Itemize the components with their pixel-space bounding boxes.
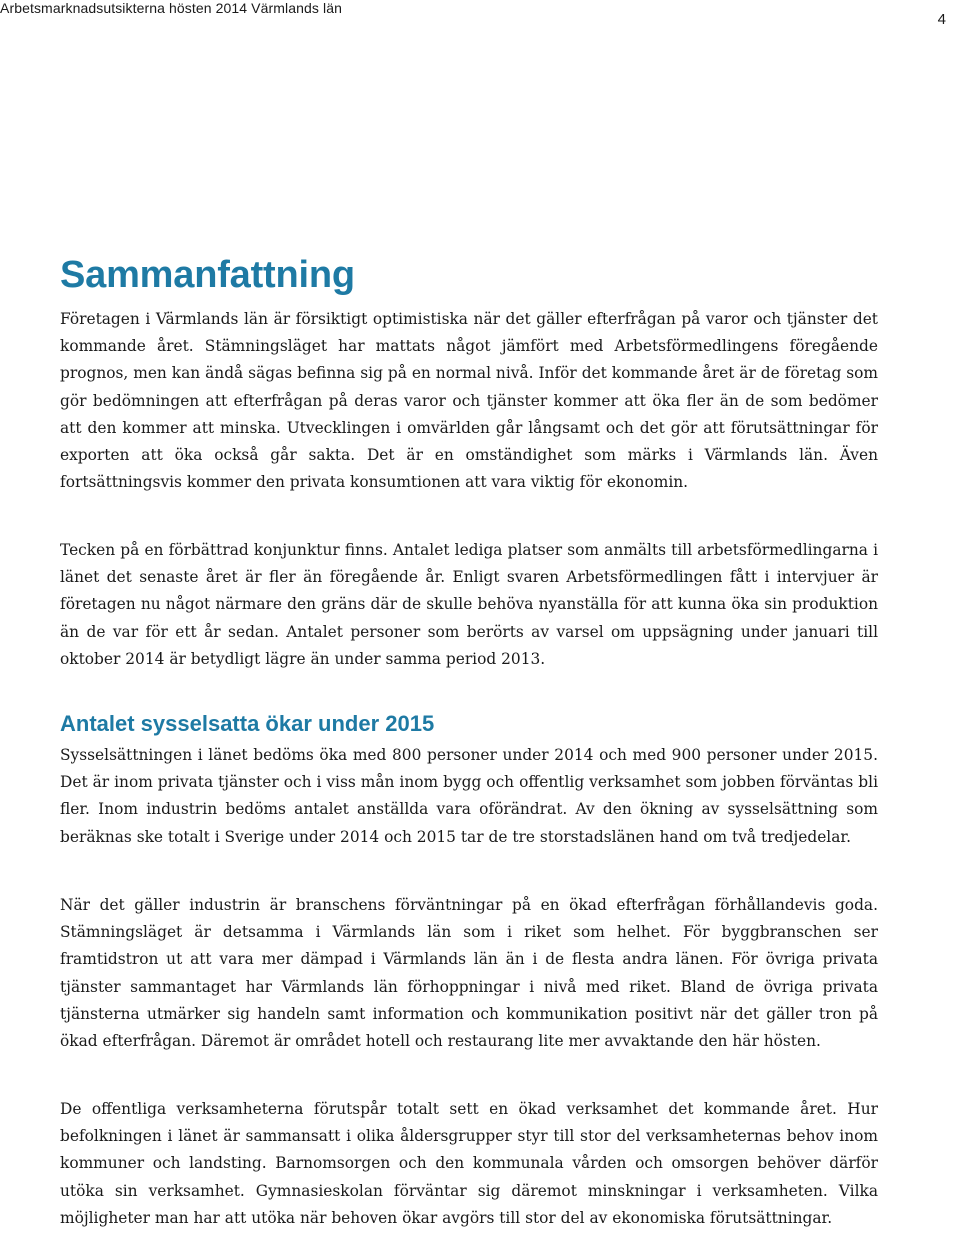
paragraph: De offentliga verksamheterna förutspår totalt sett en ökad verksamhet det kommande året. Hur befolkningen i länet är sammansatt i olika åldersgrupper styr till stor del verksamheternas behov inom kommuner och landsting. Barnomsorgen och den kommunala vården och omsorgen behöver därför utöka sin verksamhet. Gymnasieskolan förväntar sig däremot minskningar i verksamheten. Vilka möjligheter man har att utöka när behoven ökar avgörs till stor del av ekonomiska förutsättningar. [60,1100,878,1227]
paragraph: Företagen i Värmlands län är försiktigt optimistiska när det gäller efterfrågan på varor och tjänster det kommande året. Stämningsläget har mattats något jämfört med Arbetsförmedlingens föregående prognos, men kan ändå sägas befinna sig på en normal nivå. Inför det kommande året är de företag som gör bedömningen att efterfrågan på deras varor och tjänster kommer att öka fler än de som bedömer att den kommer att minska. Utvecklingen i omvärlden går långsamt och det gör att förutsättningar för exporten att öka också går sakta. Det är en omständighet som märks i Värmlands län. Även fortsättningsvis kommer den privata konsumtionen att vara viktig för ekonomin. [60,310,878,492]
section-heading: Sammanfattning [60,254,355,296]
paragraph: När det gäller industrin är branschens förväntningar på en ökad efterfrågan förhållandevis goda. Stämningsläget är detsamma i Värmlands län som i riket som helhet. För byggbranschen ser framtidstron ut att vara mer dämpad i Värmlands län än i de flesta andra länen. För övriga privata tjänster sammantaget har Värmlands län förhoppningar i nivå med riket. Bland de övriga privata tjänsterna utmärker sig handeln samt information och kommunikation positivt när det gäller tron på ökad efterfrågan. Däremot är området hotell och restaurang lite mer avvaktande den här hösten. [60,896,878,1051]
subsection-heading: Antalet sysselsatta ökar under 2015 [60,711,435,736]
paragraph: Tecken på en förbättrad konjunktur finns. Antalet lediga platser som anmälts till arbetsförmedlingarna i länet det senaste året är fler än föregående år. Enligt svaren Arbetsförmedlingen fått i intervjuer är företagen nu något närmare den gräns där de skulle behöva nyanställa för att kunna öka sin produktion än de var för ett år sedan. Antalet personer som berörts av varsel om uppsägning under januari till oktober 2014 är betydligt lägre än under samma period 2013. [60,541,878,668]
running-header: Arbetsmarknadsutsikterna hösten 2014 Värmlands län [0,0,342,16]
paragraph: Sysselsättningen i länet bedöms öka med 800 personer under 2014 och med 900 personer under 2015. Det är inom privata tjänster och i viss mån inom bygg och offentlig verksamhet som jobben förväntas bli fler. Inom industrin bedöms antalet anställda vara oförändrat. Av den ökning av sysselsättning som beräknas ske totalt i Sverige under 2014 och 2015 tar de tre storstadslänen hand om två tredjedelar. [60,746,878,846]
page-number: 4 [937,11,946,28]
